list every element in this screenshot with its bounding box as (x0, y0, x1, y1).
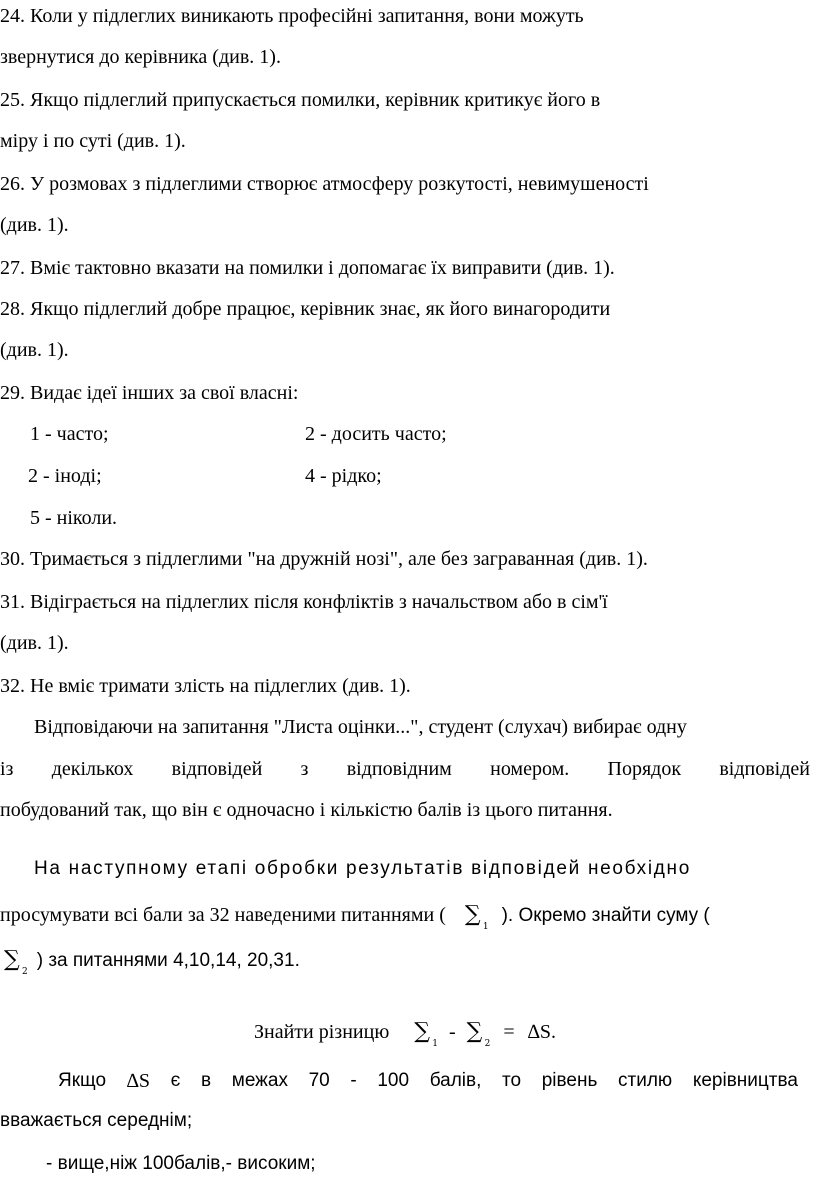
para3-word: рівень (541, 1070, 598, 1091)
item-25-line-1: 25. Якщо підлеглий припускається помилки, керівник критикує його в (0, 89, 601, 111)
item-24-line-2: звернутися до керівника (див. 1). (0, 46, 281, 68)
sigma-symbol: ∑ (4, 947, 20, 972)
para3-line-2: вважається середнім; (0, 1110, 193, 1131)
sum-icon (464, 902, 489, 932)
sigma-subscript: 2 (484, 1039, 491, 1049)
item-28-line-1: 28. Якщо підлеглий добре працює, керівник знає, як його винагородити (0, 298, 611, 320)
para1-word: відповідей (171, 758, 263, 780)
option-sometimes: 2 - іноді; (28, 465, 102, 487)
para3-word: межах (231, 1070, 288, 1091)
sigma-symbol: ∑ (464, 902, 481, 927)
item-24-line-1: 24. Коли у підлеглих виникають професійні запитання, вони можуть (0, 5, 584, 27)
para2-line-1: На наступному етапі обробки результатів відповідей необхідно (34, 858, 691, 879)
item-31-line-1: 31. Відіграється на підлеглих після конфліктів з начальством або в сім'ї (0, 591, 608, 613)
sum-icon (414, 1019, 438, 1049)
para2-text-c: ) за питаннями 4,10,14, 20,31. (36, 950, 300, 971)
option-quite-often: 2 - досить часто; (305, 423, 447, 445)
item-27-line-1: 27. Вміє тактовно вказати на помилки і допомагає їх виправити (див. 1). (0, 257, 615, 279)
option-often: 1 - часто; (30, 423, 109, 445)
para1-word: номером. (490, 758, 570, 780)
para3-word: ∆S (126, 1070, 151, 1092)
item-30-line-1: 30. Тримається з підлеглими "на дружній нозі", але без заграванная (див. 1). (0, 548, 648, 570)
para3-line-1 (58, 1069, 798, 1093)
formula-line (254, 1019, 557, 1049)
para3-word: Якщо (58, 1070, 107, 1091)
para2-line-3 (4, 947, 300, 977)
sum-icon (4, 947, 28, 977)
item-26-line-2: (див. 1). (0, 214, 69, 236)
option-rarely: 4 - рідко; (305, 465, 382, 487)
sigma-subscript: 2 (22, 967, 28, 977)
para3-word: в (201, 1070, 212, 1091)
sigma-symbol: ∑ (414, 1019, 430, 1044)
item-29-line-1: 29. Видає ідеї інших за свої власні: (0, 382, 299, 404)
para3-word: є (170, 1070, 181, 1091)
para1-word: відповідей (719, 758, 810, 780)
para1-word: із (0, 758, 14, 780)
para3-word: - (350, 1070, 357, 1091)
bullet-line: - вище,ніж 100балів,- високим; (46, 1153, 316, 1174)
para2-line-2 (0, 902, 710, 932)
para3-word: 100 (377, 1070, 410, 1091)
para1-line-1: Відповідаючи на запитання "Листа оцінки...", студент (слухач) вибирає одну (34, 716, 687, 738)
item-31-line-2: (див. 1). (0, 632, 69, 654)
para3-word: балів, (429, 1070, 482, 1091)
item-32-line-1: 32. Не вміє тримати злість на підлеглих (див. 1). (0, 675, 411, 697)
para2-text-b: ). Окремо знайти суму ( (501, 905, 710, 926)
item-26-line-1: 26. У розмовах з підлеглими створює атмосферу розкутості, невимушеності (0, 173, 649, 195)
para1-word: декількох (51, 758, 134, 780)
formula-equals: = (503, 1021, 515, 1043)
item-28-line-2: (див. 1). (0, 339, 69, 361)
formula-minus: - (448, 1021, 456, 1043)
item-25-line-2: міру і по суті (див. 1). (0, 130, 186, 152)
sigma-subscript: 1 (432, 1039, 438, 1049)
sum-icon (466, 1019, 491, 1049)
para1-line-3: побудований так, що він є одночасно і кількістю балів із цього питання. (0, 799, 613, 821)
para2-text-a: просумувати всі бали за 32 наведеними питаннями ( (0, 904, 446, 926)
formula-result: ∆S. (527, 1021, 557, 1043)
para3-word: то (502, 1070, 522, 1091)
para3-word: стилю (618, 1070, 673, 1091)
para3-word: керівництва (692, 1070, 798, 1091)
para1-line-2 (0, 757, 810, 781)
para1-word: Порядок (607, 758, 682, 780)
formula-label: Знайти різницю (254, 1021, 390, 1043)
sigma-symbol: ∑ (466, 1019, 483, 1044)
para1-word: відповідним (346, 758, 452, 780)
para1-word: з (300, 758, 309, 780)
sigma-subscript: 1 (482, 922, 489, 932)
para3-word: 70 (308, 1070, 330, 1091)
option-never: 5 - ніколи. (30, 507, 118, 529)
